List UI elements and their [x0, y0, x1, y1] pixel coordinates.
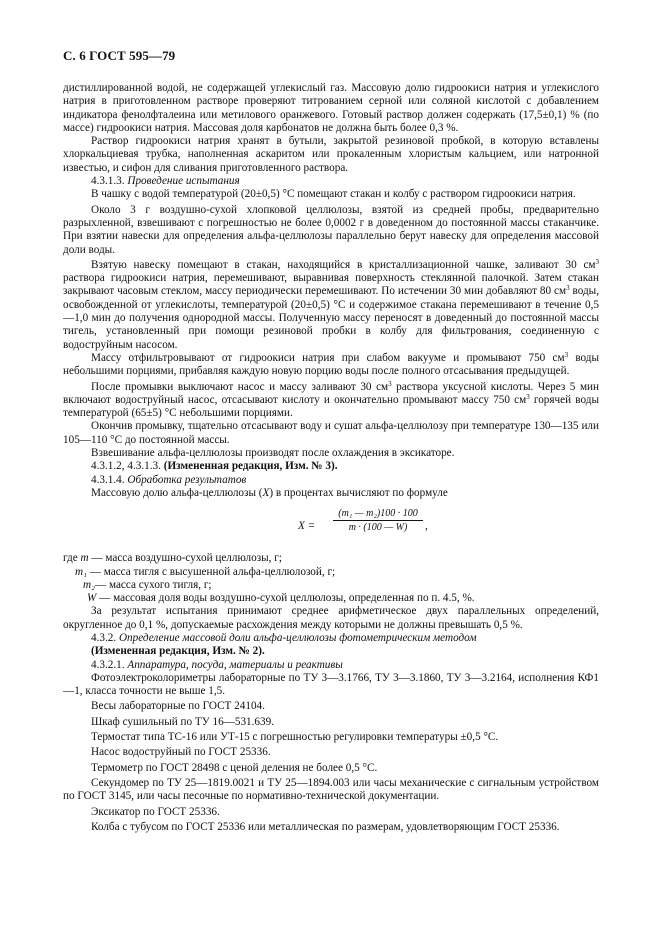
variable: m₂ — [83, 578, 95, 591]
paragraph: Около 3 г воздушно-сухой хлопковой целлюлозы, взятой из средней пробы, предварительно разрыхленной, взвешивают с погрешностью не более 0,0002 г в доведенном до постоянной массы стаканчике. При взятии навески для определения альфа-целлюлозы параллельно берут навеску для определения массовой доли воды. — [63, 203, 599, 256]
where-item — [63, 552, 599, 565]
paragraph — [63, 487, 599, 500]
paragraph — [63, 352, 599, 379]
equipment-item: Колба с тубусом по ГОСТ 25336 или металлическая по размерам, удовлетворяющим ГОСТ 25336. — [91, 820, 560, 833]
formula-numerator: (m₁ — m₂)100 · 100 — [338, 508, 418, 520]
equipment-item: Насос водоструйный по ГОСТ 25336. — [91, 746, 271, 759]
paragraph — [63, 381, 599, 421]
superscript: 3 — [526, 392, 530, 401]
text-run: Массовую долю альфа-целлюлозы ( — [91, 486, 263, 499]
text-run: раствора гидроокиси натрия, перемешивают, выравнивая поверхность стеклянной палочкой. Затем стакан закрывают часовым стеклом, массу периодически перемешивают. По истечении 30 мин добавляют 80 см — [63, 272, 599, 298]
formula — [63, 508, 599, 548]
variable: W — [87, 592, 97, 605]
paragraph: дистиллированной водой, не содержащей углекислый газ. Массовую долю гидроокиси натрия и углекислого натрия в приготовленном растворе проверяют титрованием серной или соляной кислотой с добавлением индикатора фенолфталеина или метилового оранжевого. Готовый раствор должен содержать (17,5±0,1) % (по массе) гидроокиси натрия. Массовая доля карбонатов не должна быть более 0,3 %. — [63, 82, 599, 134]
section-number: 4.3.2.1. — [91, 658, 125, 671]
equipment-item: Эксикатор по ГОСТ 25336. — [91, 805, 220, 818]
paragraph — [63, 259, 599, 352]
section-title: Проведение испытания — [127, 175, 240, 188]
text-run: Массу отфильтровывают от гидроокиси натрия при слабом вакууме и промывают 750 см — [91, 351, 565, 364]
variable: X — [262, 486, 270, 499]
section-heading-432 — [63, 632, 599, 645]
equipment-item: Весы лабораторные по ГОСТ 24104. — [91, 700, 265, 713]
text-run: воды, освобожденной от углекислоты, температурой (20±0,5) °С и содержимое стакана перемешивают в течение 0,5—1,0 мин до получения однородной массы. Полученную массу переносят в доведенный до постоянной массы тигель, установленный при помощи резиновой пробки в колбу для фильтрования, соединенную с водоструйным насосом. — [63, 285, 600, 351]
amendment-note — [63, 645, 599, 658]
section-title: Аппаратура, посуда, материалы и реактивы — [127, 658, 343, 671]
where-item — [63, 579, 599, 592]
text-run: ) в процентах вычисляют по формуле — [269, 486, 448, 499]
document-page — [63, 48, 599, 834]
equipment-item: Термометр по ГОСТ 28498 с ценой деления не более 0,5 °С. — [91, 761, 378, 774]
section-heading-4314 — [63, 474, 599, 487]
text-run: После промывки выключают насос и массу заливают 30 см — [91, 380, 389, 393]
section-number: 4.3.1.2, 4.3.1.3. — [91, 460, 161, 473]
variable: m₁ — [75, 565, 87, 578]
paragraph: Взвешивание альфа-целлюлозы производят после охлаждения в эксикаторе. — [91, 447, 455, 460]
page-header: С. 6 ГОСТ 595—79 — [63, 48, 176, 63]
variable: m — [80, 552, 89, 565]
paragraph: Раствор гидроокиси натрия хранят в бутыли, закрытой резиновой пробкой, в которую вставлены хлоркальциевая трубка, наполненная аскаритом или прокаленным хлористым кальцием, или натронной известью, и сифон для сливания приготовленного раствора. — [63, 135, 599, 174]
paragraph: За результат испытания принимают среднее арифметическое двух параллельных определений, округленное до 0,1 %, допускаемые расхождения между которыми не должны превышать 0,5 %. — [63, 605, 599, 631]
section-heading-4313 — [63, 175, 599, 188]
where-text: — масса воздушно-сухой целлюлозы, г; — [88, 552, 282, 565]
where-item — [63, 566, 599, 579]
formula-fraction — [333, 508, 423, 533]
superscript: 3 — [566, 284, 570, 293]
text-run: раствора уксусной кислоты. Через 5 мин включают водоструйный насос, отсасывают кислоту и окончательно промывают массу 750 см — [63, 380, 599, 406]
section-number: 4.3.2. — [91, 631, 117, 644]
superscript: 3 — [564, 350, 569, 359]
equipment-item: Термостат типа ТС-16 или УТ-15 с погрешностью регулировки температуры ±0,5 °С. — [91, 731, 499, 744]
paragraph: В чашку с водой температурой (20±0,5) °С помещают стакан и колбу с раствором гидроокиси натрия. — [91, 188, 576, 201]
text-run: Взятую навеску помещают в стакан, находящийся в кристаллизационной чашке, заливают 30 см — [91, 258, 596, 271]
amendment-text: (Измененная редакция, Изм. № 3). — [163, 460, 338, 473]
section-title: Обработка результатов — [127, 473, 247, 486]
where-prefix: где — [63, 552, 81, 565]
text-run: горячей воды температурой (65±5) °С небольшими порциями. — [63, 393, 599, 420]
equipment-item: Секундомер по ТУ 25—1819.0021 и ТУ 25—1894.003 или часы механические с сигнальным устройством по ГОСТ 3145, или часы песочные по нормативно-технической документации. — [63, 776, 599, 803]
text-run: воды небольшими порциями, прибавляя каждую новую порцию воды после полного отсасывания предыдущей. — [63, 351, 600, 378]
section-number: 4.3.1.3. — [91, 175, 125, 188]
section-title: Определение массовой доли альфа-целлюлозы фотометрическим методом — [118, 631, 477, 644]
section-heading-4321 — [63, 659, 599, 672]
amendment-note — [63, 460, 599, 473]
where-text: — масса сухого тигля, г; — [94, 578, 212, 591]
where-text: — масса тигля с высушенной альфа-целлюлозой, г; — [86, 565, 336, 578]
equipment-item: Шкаф сушильный по ТУ 16—531.639. — [91, 715, 275, 728]
where-text: — массовая доля воды воздушно-сухой целлюлозы, определенная по п. 4.5, %. — [96, 592, 475, 605]
formula-denominator: m · (100 — W) — [348, 522, 408, 534]
formula-lhs: X = — [298, 520, 316, 533]
superscript: 3 — [388, 379, 392, 388]
equipment-item: Фотоэлектроколориметры лабораторные по ТУ 3—3.1766, ТУ 3—3.1860, ТУ 3—3.2164, исполнения КФ1—1, класса точности не выше 1,5. — [63, 671, 599, 698]
superscript: 3 — [595, 257, 599, 266]
formula-comma: , — [425, 520, 428, 533]
section-number: 4.3.1.4. — [91, 473, 125, 486]
where-item — [63, 592, 599, 605]
paragraph: Окончив промывку, тщательно отсасывают воду и сушат альфа-целлюлозу при температуре 130—135 или 105—110 °С до постоянной массы. — [63, 420, 599, 446]
amendment-text: (Измененная редакция, Изм. № 2). — [91, 645, 265, 658]
